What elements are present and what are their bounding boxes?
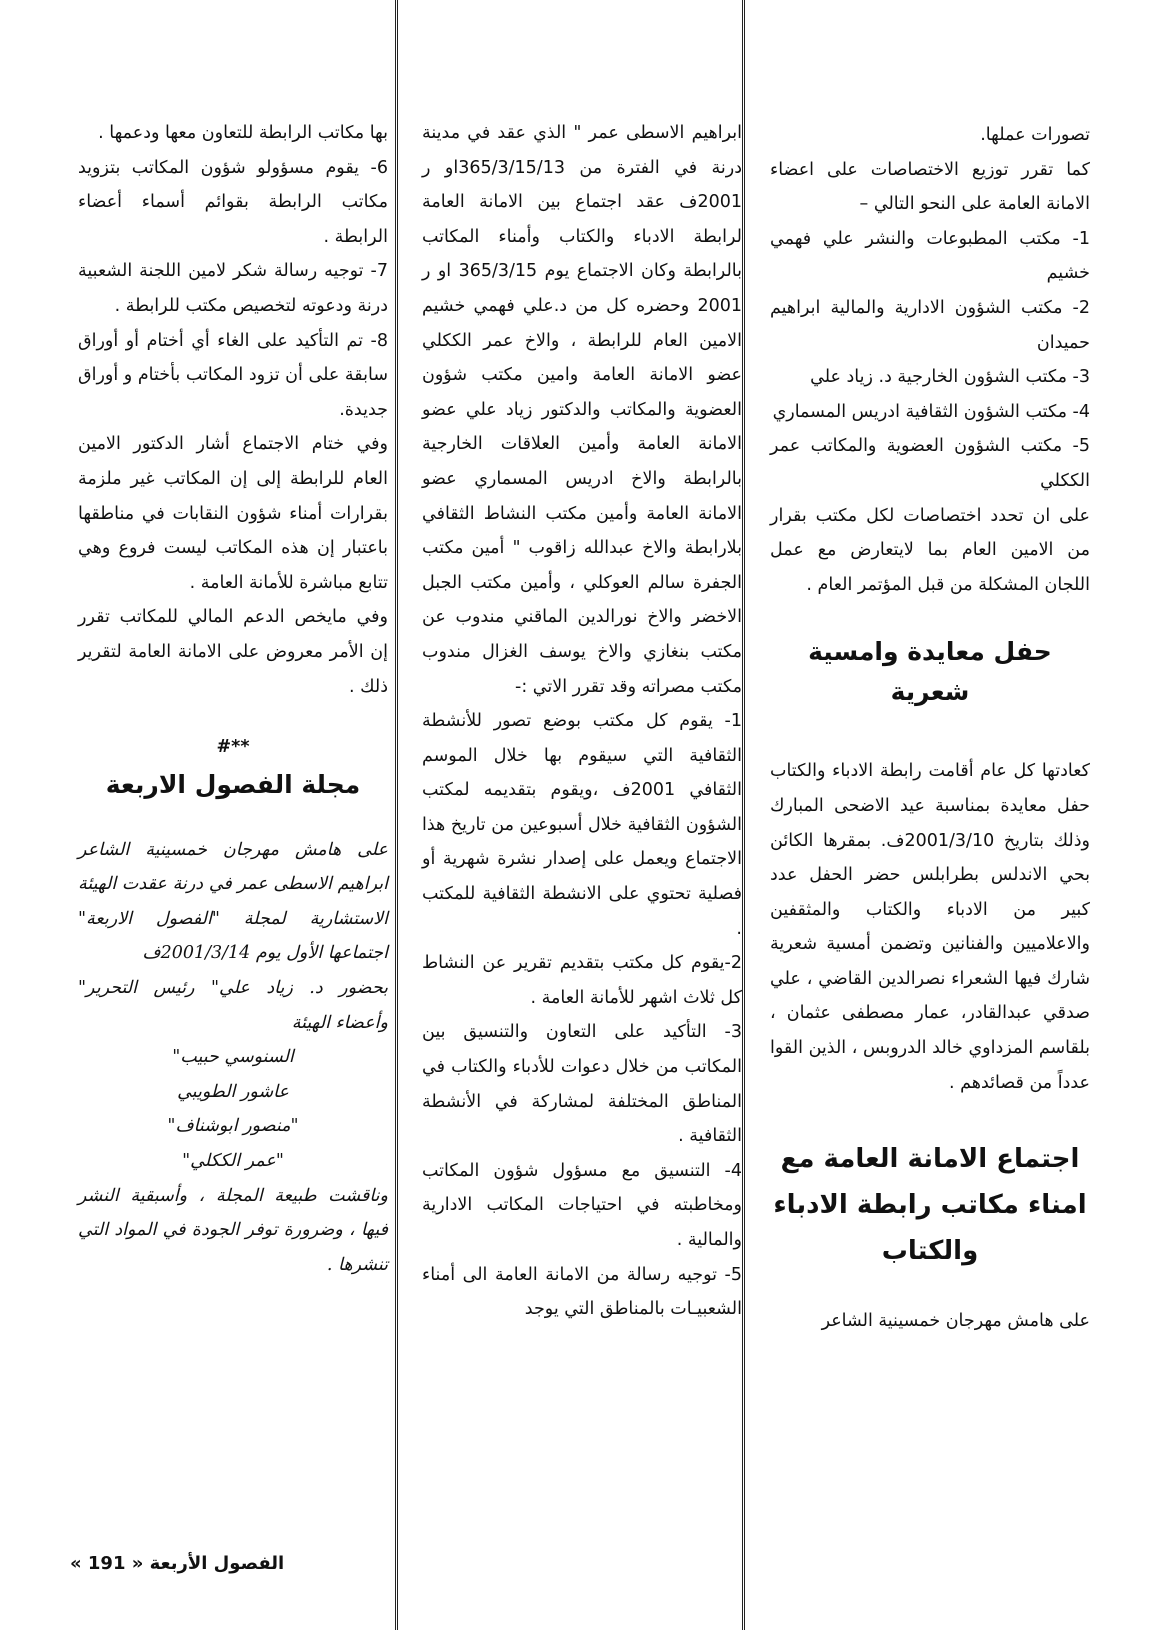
list-item: 8- تم التأكيد على الغاء أي أختام أو أوراق سابقة على أن تزود المكاتب بأختام و أوراق جديدة. <box>78 330 388 420</box>
column-rule-right <box>742 0 745 1630</box>
section-heading: مجلة الفصول الاربعة <box>105 769 361 799</box>
paragraph: وناقشت طبيعة المجلة ، وأسبقية النشر فيها ، وضرورة توفر الجودة في المواد التي تنشرها . <box>78 1185 388 1275</box>
member-name: عاشور الطويبي <box>177 1081 289 1102</box>
column-rule-left <box>395 0 398 1630</box>
right-column <box>770 118 1090 1339</box>
middle-column <box>422 116 742 1327</box>
list-item: 4- التنسيق مع مسؤول شؤون المكاتب ومخاطبته في احتياجات المكاتب الادارية والمالية . <box>422 1160 742 1250</box>
member-name: "منصور ابوشناف" <box>167 1116 299 1137</box>
paragraph: على هامش مهرجان خمسينية الشاعر ابراهيم الاسطى عمر في درنة عقدت الهيئة الاستشارية لمجلة "الفصول الاربعة" اجتماعها الأول يوم 2001/3/14ف <box>78 839 388 964</box>
section-heading: اجتماع الامانة العامة مع امناء مكاتب رابطة الادباء والكتاب <box>773 1144 1087 1267</box>
paragraph: ابراهيم الاسطى عمر " الذي عقد في مدينة درنة في الفترة من 365/3/15/13او ر 2001ف عقد اجتماع بين الامانة العامة لرابطة الادباء والكتاب وأمناء المكاتب بالرابطة وكان الاجتماع يوم 365/3/15 او ر 2001 وحضره كل من د.علي فهمي خشيم الامين العام للرابطة ، والاخ عمر الككلي عضو الامانة العامة وامين مكتب شؤون العضوية والمكاتب والدكتور زياد علي عضو الامانة العامة وأمين العلاقات الخارجية بالرابطة والاخ ادريس المسماري عضو الامانة العامة وأمين مكتب النشاط الثقافي بلارابطة والاخ عبدالله زاقوب " أمين مكتب الجفرة سالم العوكلي ، وأمين مكتب الجبل الاخضر والاخ نورالدين الماقني مندوب عن مكتب بنغازي والاخ يوسف الغزال مندوب مكتب مصراته وقد تقرر الاتي :- <box>422 123 743 697</box>
list-item: 1- مكتب المطبوعات والنشر علي فهمي خشيم <box>770 228 1090 284</box>
list-item: 3- التأكيد على التعاون والتنسيق بين المكاتب من خلال دعوات للأدباء والكتاب في المناطق المختلفة لمشاركة في الأنشطة الثقافية . <box>422 1022 742 1147</box>
list-item: 2- مكتب الشؤون الادارية والمالية ابراهيم حميدان <box>770 297 1090 353</box>
paragraph: وفي مايخص الدعم المالي للمكاتب تقرر إن الأمر معروض على الامانة العامة لتقرير ذلك . <box>78 607 388 697</box>
section-heading: حفل معايدة وامسية شعرية <box>808 637 1052 707</box>
list-item: 7- توجيه رسالة شكر لامين اللجنة الشعبية درنة ودعوته لتخصيص مكتب للرابطة . <box>78 261 388 316</box>
list-item: 1- يقوم كل مكتب بوضع تصور للأنشطة الثقافية التي سيقوم بها خلال الموسم الثقافي 2001ف ،ويقوم بتقديمه لمكتب الشؤون الثقافية خلال أسبوعين من تاريخ هذا الاجتماع ويعمل على إصدار نشرة شهرية أو فصلية تحتوي على الانشطة الثقافية للمكتب . <box>422 711 742 939</box>
list-item: 3- مكتب الشؤون الخارجية د. زياد علي <box>810 367 1090 388</box>
paragraph: على هامش مهرجان خمسينية الشاعر <box>821 1311 1090 1332</box>
separator: **# <box>216 737 250 758</box>
page-footer: الفصول الأربعة « 191 » <box>70 1553 285 1574</box>
paragraph: تصورات عملها. <box>980 125 1090 145</box>
list-item: 4- مكتب الشؤون الثقافية ادريس المسماري <box>772 401 1090 422</box>
paragraph: كما تقرر توزيع الاختصاصات على اعضاء الامانة العامة على النحو التالي – <box>770 159 1090 215</box>
list-item: 2-يقوم كل مكتب بتقديم تقرير عن النشاط كل ثلاث اشهر للأمانة العامة . <box>422 953 742 1008</box>
paragraph: بها مكاتب الرابطة للتعاون معها ودعمها . <box>98 123 388 143</box>
paragraph: على ان تحدد اختصاصات لكل مكتب بقرار من الامين العام بما لايتعارض مع عمل اللجان المشكلة من قبل المؤتمر العام . <box>770 505 1090 595</box>
list-item: 5- توجيه رسالة من الامانة العامة الى أمناء الشعبيـات بالمناطق التي يوجد <box>422 1264 742 1320</box>
paragraph: وفي ختام الاجتماع أشار الدكتور الامين العام للرابطة إلى إن المكاتب غير ملزمة بقرارات أمناء شؤون النقابات في مناطقها باعتبار إن هذه المكاتب ليست فروع وهي تتابع مباشرة للأمانة العامة . <box>78 434 388 593</box>
list-item: 5- مكتب الشؤون العضوية والمكاتب عمر الككلي <box>770 436 1090 491</box>
member-name: "عمر الككلي" <box>182 1151 284 1172</box>
paragraph: بحضور د. زياد علي" رئيس التحرير" وأعضاء الهيئة <box>78 978 388 1033</box>
member-name: السنوسي حبيب" <box>172 1047 294 1068</box>
list-item: 6- يقوم مسؤولو شؤون المكاتب بتزويد مكاتب الرابطة بقوائم أسماء أعضاء الرابطة . <box>78 157 388 247</box>
left-column <box>78 116 388 1282</box>
paragraph: كعادتها كل عام أقامت رابطة الادباء والكتاب حفل معايدة بمناسبة عيد الاضحى المبارك وذلك بتاريخ 2001/3/10ف. بمقرها الكائن بحي الاندلس بطرابلس حضر الحفل عدد كبير من الادباء والكتاب والمثقفين والاعلاميين والفنانين وتضمن أمسية شعرية شارك فيها الشعراء نصرالدين القاضي ، علي صدقي عبدالقادر، عمار مصطفى عثمان ، بلقاسم المزداوي خالد الدروبس ، الذين القوا عدداً من قصائدهم . <box>770 761 1090 1093</box>
